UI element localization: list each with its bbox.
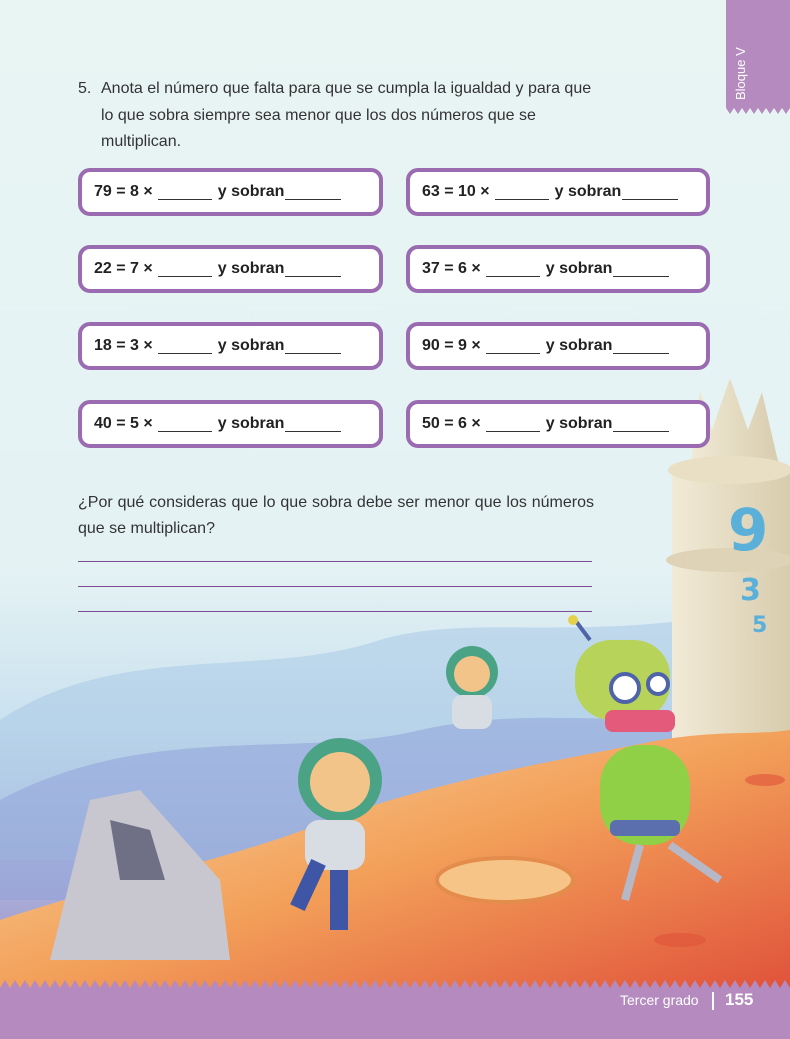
side-tab-zigzag [726, 106, 790, 116]
footer-band [0, 980, 790, 1039]
equation-remainder-label: y sobran [217, 260, 285, 277]
quotient-blank[interactable] [158, 185, 212, 200]
remainder-blank[interactable] [613, 262, 669, 277]
equation-expression: 90 = 9 × [422, 337, 481, 354]
equation-expression: 40 = 5 × [94, 415, 153, 432]
side-tab-label: Bloque V [733, 47, 748, 100]
remainder-blank[interactable] [285, 262, 341, 277]
svg-text:5: 5 [752, 613, 768, 638]
quotient-blank[interactable] [495, 185, 549, 200]
equation-expression: 50 = 6 × [422, 415, 481, 432]
quotient-blank[interactable] [486, 339, 540, 354]
exercise-instruction [78, 76, 598, 156]
remainder-blank[interactable] [613, 417, 669, 432]
quotient-blank[interactable] [158, 262, 212, 277]
equation-expression: 79 = 8 × [94, 183, 153, 200]
equation-remainder-label: y sobran [217, 337, 285, 354]
equation-expression: 22 = 7 × [94, 260, 153, 277]
equation-remainder-label: y sobran [545, 415, 613, 432]
equation-remainder-label: y sobran [217, 415, 285, 432]
svg-text:3: 3 [740, 573, 761, 608]
equation-remainder-label: y sobran [545, 337, 613, 354]
answer-line[interactable] [78, 611, 592, 612]
equation-box [78, 322, 383, 370]
equation-remainder-label: y sobran [545, 260, 613, 277]
quotient-blank[interactable] [486, 262, 540, 277]
page-number: 155 [725, 990, 754, 1009]
equation-box [406, 168, 710, 216]
quotient-blank[interactable] [158, 339, 212, 354]
quotient-blank[interactable] [486, 417, 540, 432]
footer-divider [712, 992, 714, 1010]
svg-text:9: 9 [728, 496, 769, 564]
footer-grade: Tercer grado [620, 992, 699, 1008]
answer-line[interactable] [78, 561, 592, 562]
equation-expression: 63 = 10 × [422, 183, 490, 200]
quotient-blank[interactable] [158, 417, 212, 432]
exercise-number: 5. [78, 80, 92, 97]
equation-remainder-label: y sobran [554, 183, 622, 200]
equation-expression: 18 = 3 × [94, 337, 153, 354]
remainder-blank[interactable] [613, 339, 669, 354]
remainder-blank[interactable] [285, 339, 341, 354]
equation-box [406, 245, 710, 293]
equation-box [406, 322, 710, 370]
reflection-question: ¿Por qué consideras que lo que sobra debe ser menor que los números que se multiplican? [78, 494, 594, 537]
exercise-text: Anota el número que falta para que se cumpla la igualdad y para que lo que sobra siempre sea menor que los dos números que se multiplican. [101, 80, 592, 150]
equation-box [406, 400, 710, 448]
remainder-blank[interactable] [285, 417, 341, 432]
answer-line[interactable] [78, 586, 592, 587]
equation-box [78, 168, 383, 216]
remainder-blank[interactable] [622, 185, 678, 200]
remainder-blank[interactable] [285, 185, 341, 200]
equation-box [78, 400, 383, 448]
equation-box [78, 245, 383, 293]
equation-expression: 37 = 6 × [422, 260, 481, 277]
equation-remainder-label: y sobran [217, 183, 285, 200]
